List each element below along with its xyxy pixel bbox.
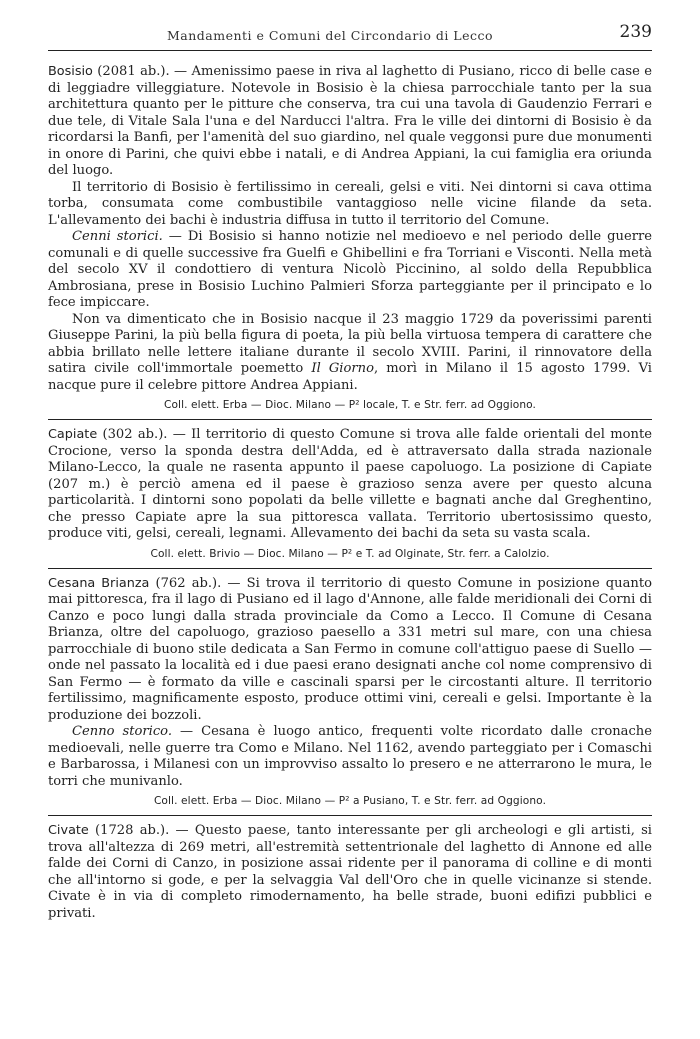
paragraph-text: (302 ab.). — Il territorio di questo Comune si trova alle falde orientali del monte Crocione, verso la sponda destra dell'Adda, ed è attraversato dalla strada nazionale Milano-Lecco, la quale ne rasenta appunto il paese capoluogo. La posizione di Capiate (207 m.) è perciò amena ed il paese è grazioso senza avere per questo alcuna particolarità. I dintorni sono popolati da belle villette e bagnati anche dal Greghentino, che presso Capiate apre la sua pittoresca vallata. Territorio ubertosissimo questo, produce viti, gelsi, cereali, legnami. Allevamento dei bachi da seta su vasta scala. <box>48 427 652 541</box>
paragraph-text: , morì in Milano il 15 agosto 1799. Vi nacque pure il celebre pittore Andrea Appiani. <box>48 361 652 393</box>
section-label: Cenno storico. <box>72 724 172 739</box>
paragraph-text: (762 ab.). — Si trova il territorio di questo Comune in posizione quanto mai pittoresca, fra il lago di Pusiano ed il lago d'Annone, alle falde meridionali dei Corni di Canzo e poco lungi dalla strada provinciale da Como a Lecco. Il Comune di Cesana Brianza, oltre del capoluogo, grazioso paesello a 331 metri sul mare, con una chiesa parrocchiale di buono stile dedicata a San Fermo in comune coll'attiguo paese di Suello — onde nel passato la località ed i due paesi erano designati anche col nome comprensivo di San Fermo — è formato da ville e cascinali sparsi per le circostanti alture. Il territorio fertilissimo, magnificamente esposto, produce ottimi vini, cereali e gelsi. Importante è la produzione dei bozzoli. <box>48 575 652 723</box>
entry-paragraph <box>48 724 652 790</box>
running-title: Mandamenti e Comuni del Circondario di Lecco <box>166 28 494 43</box>
entry-name: Capiate <box>48 427 98 442</box>
entry-paragraph <box>48 427 652 543</box>
paragraph-text: Non va dimenticato che in Bosisio nacque il 23 maggio 1729 da poverissimi parenti Giuseppe Parini, la più bella figura di poeta, la più bella virtuosa tempera di carattere che abbia brillato nelle lettere italiane durante il secolo XVIII. Parini, il rinnovatore della satira civile coll'immortale poemetto <box>48 311 652 376</box>
collegio-line: Coll. elett. Erba — Dioc. Milano — P² a Pusiano, T. e Str. ferr. ad Oggiono. <box>153 795 547 807</box>
paragraph-text: (1728 ab.). — Questo paese, tanto interessante per gli archeologi e gli artisti, si trova all'altezza di 269 metri, all'estremità settentrionale del laghetto di Annone ed alle falde dei Corni di Canzo, in posizione assai ridente per il panorama di colline e di monti che all'intorno si gode, e per la selvaggia Val dell'Oro che in quelle vicinanze si stende. Civate è in via di completo rimodernamento, ha belle strade, buoni edifizi pubblici e privati. <box>48 823 652 921</box>
collegio-line: Coll. elett. Brivio — Dioc. Milano — P² e T. ad Olginate, Str. ferr. a Calolzio. <box>150 547 550 560</box>
entry-paragraph: Il territorio di Bosisio è fertilissimo in cereali, gelsi e viti. Nei dintorni si cava ottima torba, consumata come combustibile vantaggioso nelle vicine filande da seta. L'allevamento dei bachi è industria diffusa in tutto il territorio del Comune. <box>48 179 652 228</box>
page-number: 239 <box>619 22 652 42</box>
entry-paragraph <box>48 229 652 312</box>
entry-capiate <box>48 427 652 561</box>
page-body <box>48 64 652 922</box>
entry-paragraph <box>48 576 652 725</box>
entry-divider <box>48 419 652 420</box>
entry-divider <box>48 568 652 569</box>
entry-paragraph <box>48 823 652 922</box>
entry-name: Bosisio <box>48 64 93 79</box>
running-header <box>48 18 652 51</box>
entry-paragraph <box>48 312 652 395</box>
entry-name: Civate <box>48 823 89 838</box>
entry-paragraph <box>48 64 652 180</box>
collegio-line: Coll. elett. Erba — Dioc. Milano — P² locale, T. e Str. ferr. ad Oggiono. <box>163 399 537 411</box>
entry-civate <box>48 823 652 922</box>
entry-cesana-brianza <box>48 576 652 809</box>
section-label: Cenni storici. <box>72 229 163 244</box>
paragraph-text: — Cesana è luogo antico, frequenti volte ricordato dalle cronache medioevali, nelle guerre tra Como e Milano. Nel 1162, avendo parteggiato per i Comaschi e Barbarossa, i Milanesi con un improvviso assalto lo presero e ne atterrarono le mura, le torri che munivanlo. <box>48 724 652 789</box>
paragraph-text: (2081 ab.). — Amenissimo paese in riva al laghetto di Pusiano, ricco di belle case e di leggiadre villeggiature. Notevole in Bosisio è la chiesa parrocchiale tanto per la sua architettura quanto per le pitture che conserva, tra cui una tavola di Gaudenzio Ferrari e due tele, di Vitale Sala l'una e del Narducci l'altra. Fra le ville dei dintorni di Bosisio è da ricordarsi la Banfi, per l'amenità del suo giardino, nel quale veggonsi pure due monumenti in onore di Parini, che quivi ebbe i natali, e di Andrea Appiani, la cui famiglia era oriunda del luogo. <box>48 64 652 178</box>
work-title: Il Giorno <box>311 361 374 376</box>
paragraph-text: — Di Bosisio si hanno notizie nel medioevo e nel periodo delle guerre comunali e di quelle successive fra Guelfi e Ghibellini e fra Torriani e Visconti. Nella metà del secolo XV il condottiero di ventura Nicolò Piccinino, al soldo della Repubblica Ambrosiana, prese in Bosisio Luchino Palmieri Sforza parteggiante per il principato e lo fece impiccare. <box>48 229 652 310</box>
entry-bosisio <box>48 64 652 412</box>
entry-name: Cesana Brianza <box>48 575 150 591</box>
entry-divider <box>48 815 652 816</box>
